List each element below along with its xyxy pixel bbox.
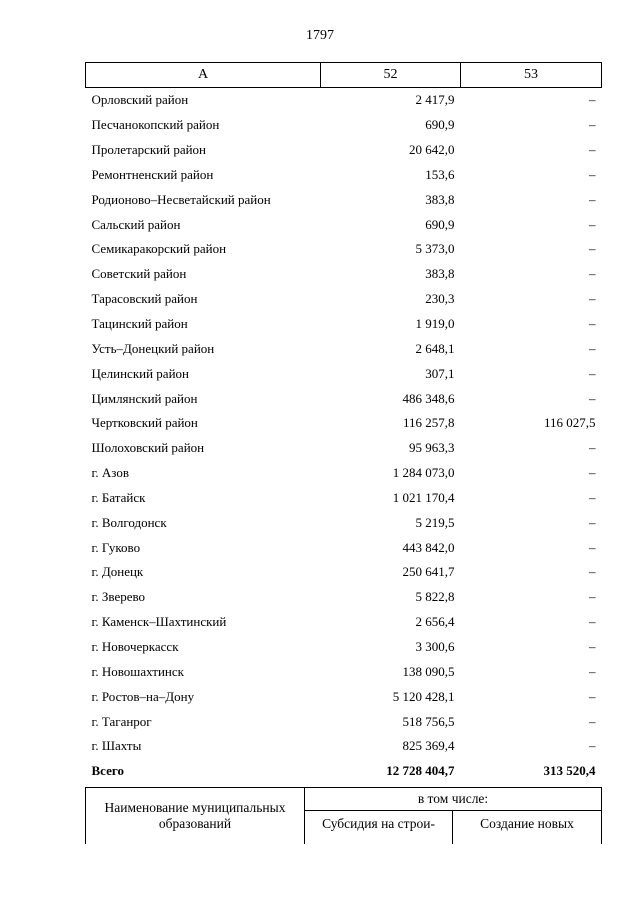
table-row	[86, 212, 602, 237]
municipality-name: Шолоховский район	[91, 440, 205, 456]
value-52: 1 919,0	[415, 316, 455, 332]
value-52: 3 300,6	[415, 638, 455, 654]
municipality-name: г. Новошахтинск	[91, 663, 184, 679]
value-53: –	[589, 638, 596, 654]
value-52: 1 284 073,0	[392, 465, 455, 481]
value-53: –	[589, 340, 596, 356]
value-52: 138 090,5	[402, 663, 455, 679]
value-52: 825 369,4	[402, 738, 455, 754]
value-53: –	[589, 291, 596, 307]
table-row	[86, 510, 602, 535]
value-52: 486 348,6	[402, 390, 455, 406]
header-col-a: А	[86, 63, 321, 88]
table-row	[86, 312, 602, 337]
table-row	[86, 734, 602, 759]
municipality-name: г. Шахты	[91, 738, 142, 754]
municipality-name: Родионово–Несветайский район	[91, 191, 271, 207]
municipality-name: Тарасовский район	[91, 291, 198, 307]
value-53: –	[589, 489, 596, 505]
value-52: 518 756,5	[402, 713, 455, 729]
value-52: 5 822,8	[415, 589, 455, 605]
municipality-name: Сальский район	[91, 216, 181, 232]
table-row	[86, 386, 602, 411]
table-header	[86, 63, 602, 88]
value-52: 250 641,7	[402, 564, 455, 580]
value-52: 5 120 428,1	[392, 688, 455, 704]
value-52: 20 642,0	[409, 142, 455, 158]
value-53: –	[589, 142, 596, 158]
next-table-header	[85, 787, 602, 844]
table-row	[86, 163, 602, 188]
municipality-name: Усть–Донецкий район	[91, 340, 215, 356]
value-53: –	[589, 688, 596, 704]
municipality-name: г. Батайск	[91, 489, 146, 505]
municipality-name: г. Зверево	[91, 589, 146, 605]
value-53: –	[589, 539, 596, 555]
value-53: –	[589, 241, 596, 257]
municipality-name: г. Новочеркасск	[91, 638, 179, 654]
value-53: –	[589, 390, 596, 406]
value-53: –	[589, 191, 596, 207]
table-row	[86, 411, 602, 436]
table-row	[86, 709, 602, 734]
municipality-name: г. Ростов–на–Дону	[91, 688, 195, 704]
value-52: 1 021 170,4	[392, 489, 455, 505]
value-52: 2 648,1	[415, 340, 455, 356]
total-value-53: 313 520,4	[543, 763, 596, 779]
value-53: –	[589, 738, 596, 754]
municipality-name-header: Наименование муниципальных образований	[86, 788, 305, 845]
value-53: –	[589, 117, 596, 133]
table-row	[86, 361, 602, 386]
value-53: –	[589, 514, 596, 530]
value-53: –	[589, 465, 596, 481]
page-number: 1797	[306, 28, 334, 43]
municipality-name: Тацинский район	[91, 316, 188, 332]
table-row	[86, 436, 602, 461]
value-53: –	[589, 713, 596, 729]
total-row	[86, 759, 602, 784]
value-52: 95 963,3	[409, 440, 455, 456]
municipality-name: г. Волгодонск	[91, 514, 167, 530]
municipality-name: г. Азов	[91, 465, 129, 481]
value-53: –	[589, 663, 596, 679]
value-52: 116 257,8	[402, 415, 455, 431]
table-row	[86, 684, 602, 709]
value-52: 2 417,9	[415, 92, 455, 108]
municipality-name: Семикаракорский район	[91, 241, 227, 257]
municipality-name: Орловский район	[91, 92, 189, 108]
value-53: –	[589, 589, 596, 605]
municipality-name: Цимлянский район	[91, 390, 198, 406]
value-53: –	[589, 316, 596, 332]
value-53: –	[589, 166, 596, 182]
table-row	[86, 287, 602, 312]
table-row	[86, 138, 602, 163]
table-row	[86, 585, 602, 610]
value-52: 383,8	[425, 266, 455, 282]
value-52: 153,6	[425, 166, 455, 182]
table-row	[86, 237, 602, 262]
municipality-name: г. Каменск–Шахтинский	[91, 614, 227, 630]
table-row	[86, 113, 602, 138]
table-row	[86, 187, 602, 212]
value-53: 116 027,5	[543, 415, 596, 431]
table-row	[86, 659, 602, 684]
table-row	[86, 535, 602, 560]
value-53: –	[589, 266, 596, 282]
table-row	[86, 486, 602, 511]
table-row	[86, 610, 602, 635]
budget-table	[85, 62, 602, 784]
table-row	[86, 635, 602, 660]
municipality-name: Ремонтненский район	[91, 166, 214, 182]
header-col-53: 53	[461, 63, 602, 88]
table-row	[86, 336, 602, 361]
value-53: –	[589, 365, 596, 381]
value-52: 5 373,0	[415, 241, 455, 257]
municipality-name: Целинский район	[91, 365, 189, 381]
municipality-name: Чертковский район	[91, 415, 198, 431]
header-col-52: 52	[321, 63, 461, 88]
municipality-name: г. Таганрог	[91, 713, 152, 729]
value-53: –	[589, 614, 596, 630]
value-52: 443 842,0	[402, 539, 455, 555]
total-label: Всего	[91, 763, 124, 779]
value-53: –	[589, 92, 596, 108]
total-value-52: 12 728 404,7	[386, 763, 455, 779]
table-row	[86, 262, 602, 287]
municipality-name: Советский район	[91, 266, 187, 282]
value-52: 307,1	[425, 365, 455, 381]
value-53: –	[589, 564, 596, 580]
value-52: 230,3	[425, 291, 455, 307]
table-row	[86, 560, 602, 585]
subsidy-column-header: Субсидия на строи-	[305, 811, 453, 845]
value-52: 2 656,4	[415, 614, 455, 630]
creation-column-header: Создание новых	[453, 811, 602, 845]
table-row	[86, 88, 602, 113]
value-53: –	[589, 216, 596, 232]
value-52: 383,8	[425, 191, 455, 207]
table-body	[86, 88, 602, 784]
municipality-name: г. Гуково	[91, 539, 141, 555]
value-52: 690,9	[425, 216, 455, 232]
municipality-name: г. Донецк	[91, 564, 144, 580]
value-52: 5 219,5	[415, 514, 455, 530]
table-row	[86, 461, 602, 486]
municipality-name: Пролетарский район	[91, 142, 207, 158]
value-52: 690,9	[425, 117, 455, 133]
municipality-name: Песчанокопский район	[91, 117, 220, 133]
value-53: –	[589, 440, 596, 456]
including-header: в том числе:	[305, 788, 602, 811]
